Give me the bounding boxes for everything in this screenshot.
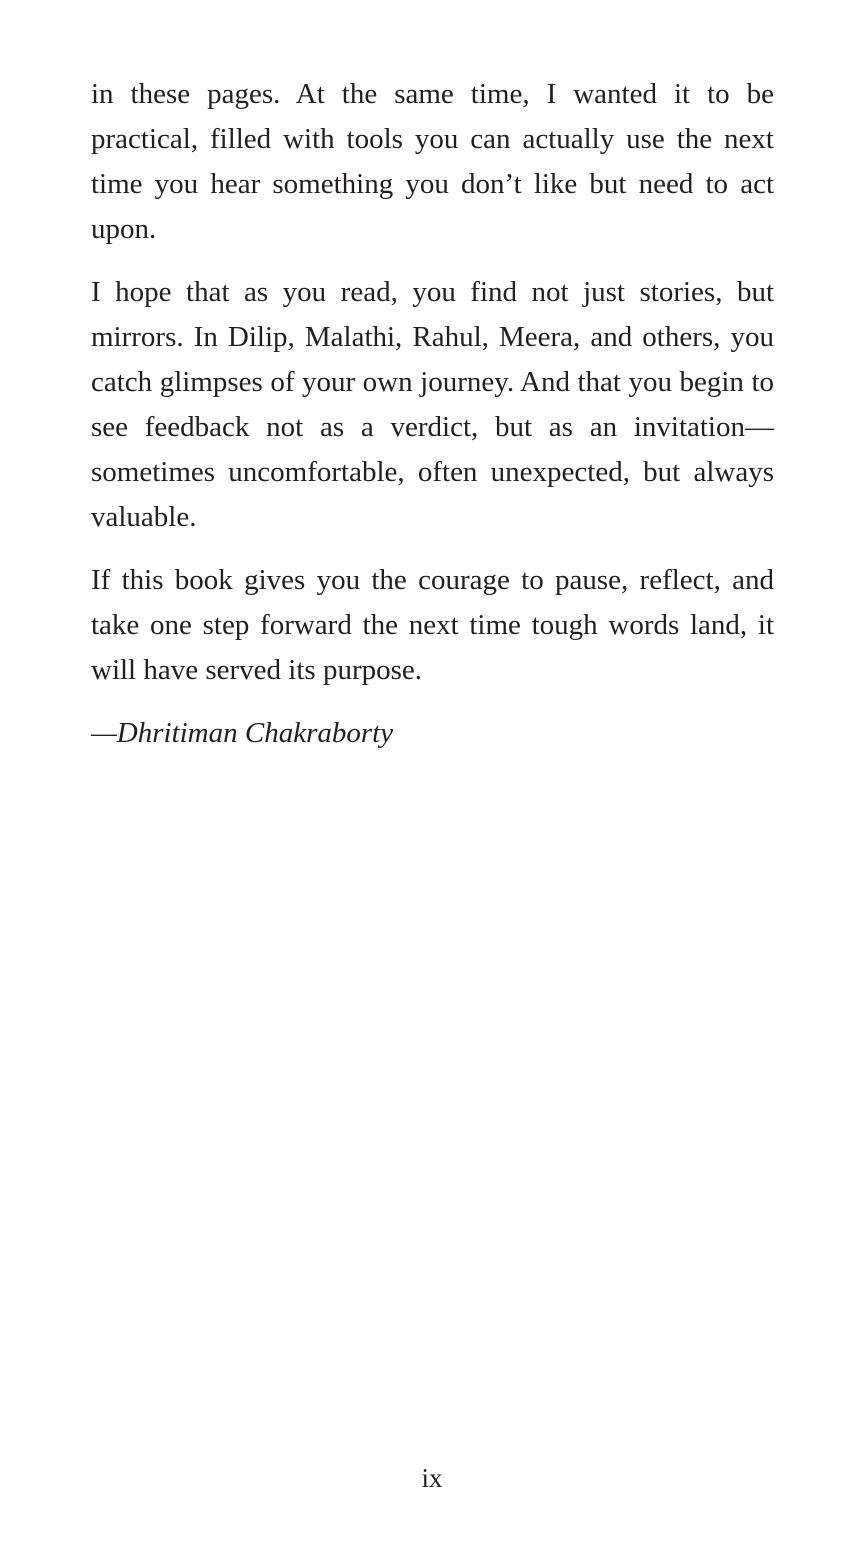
page-number: ix [421, 1463, 443, 1493]
paragraph-1: in these pages. At the same time, I wanted it to be practical, filled with tools you can actually use the next time you hear something you don’t like but need to act upon. [91, 78, 774, 245]
author-signature: —Dhritiman Chakraborty [91, 717, 394, 749]
book-page-body [91, 72, 774, 756]
paragraph-3: If this book gives you the courage to pause, reflect, and take one step forward the next time tough words land, it will have served its purpose. [91, 564, 774, 686]
paragraph-2: I hope that as you read, you find not just stories, but mirrors. In Dilip, Malathi, Rahul, Meera, and others, you catch glimpses of your own journey. And that you begin to see feedback not as a verdict, but as an invitation—sometimes uncomfortable, often unexpected, but always valuable. [91, 276, 774, 533]
